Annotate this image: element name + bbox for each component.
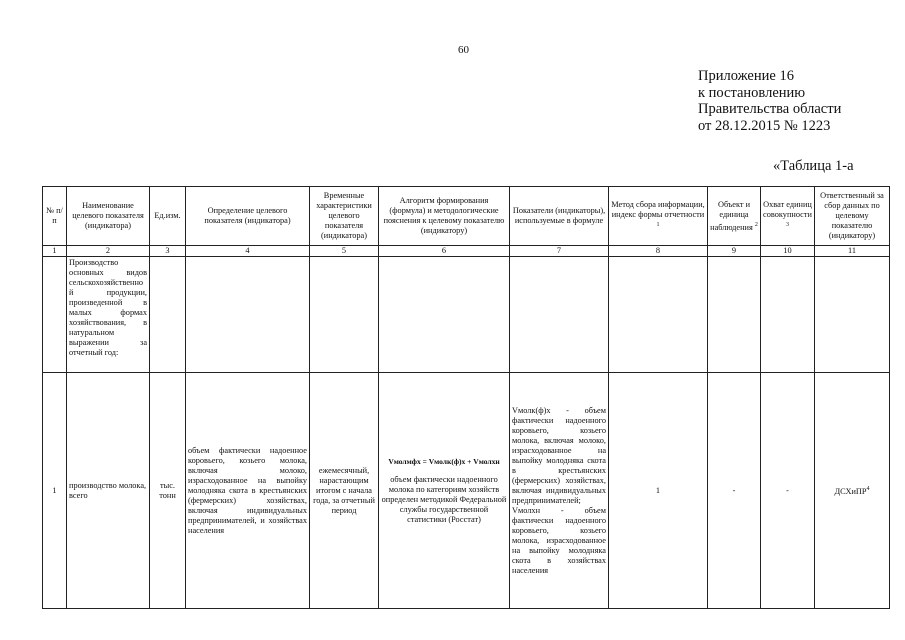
- col-number: 2: [67, 246, 150, 257]
- col-number: 1: [43, 246, 67, 257]
- row-formula-cell: [379, 373, 510, 609]
- col-number: 3: [150, 246, 186, 257]
- row-unit: тыс. тонн: [150, 373, 186, 609]
- col-number: 5: [310, 246, 379, 257]
- header-responsible: Ответственный за сбор данных по целевому показателю (индикатору): [815, 187, 890, 246]
- row-method: 1: [609, 373, 708, 609]
- row-formula: Vмолмфх = Vмолк(ф)х + Vмолхн: [388, 456, 500, 466]
- col-number: 7: [510, 246, 609, 257]
- appendix-line-3: Правительства области: [698, 101, 842, 117]
- row-definition: объем фактически надоенное коровьего, козьего молока, включая молоко, израсходованное на выпойку молодняка скота в крестьянских (фермерских) хозяйствах, включая индивидуальных предпринимателей, и хозяйствах населения: [186, 373, 310, 609]
- row-number: 1: [43, 373, 67, 609]
- page-number: 60: [458, 44, 469, 56]
- group-name: Производство основных видов сельскохозяйственной продукции, произведенной в малых формах хозяйствования, в натуральном выражении за отчетный год:: [67, 257, 150, 373]
- header-num: № п/п: [43, 187, 67, 246]
- header-indicators: Показатели (индикаторы), используемые в формуле: [510, 187, 609, 246]
- table-row: [43, 373, 890, 609]
- row-indicators: Vмолк(ф)х - объем фактически надоенного коровьего, козьего молока, включая молоко, израсходованное на выпойку молодняка скота в крестьянских (фермерских) хозяйствах, включая индивидуальных предпринимателей; Vмолхн - объем фактически надоенного коровьего, козьего молока, израсходованное на выпойку молодняка скота в хозяйствах населения: [510, 373, 609, 609]
- col-number: 9: [708, 246, 761, 257]
- row-responsible: ДСХиПР$^4$: [815, 373, 890, 609]
- row-time: ежемесячный, нарастающим итогом с начала года, за отчетный период: [310, 373, 379, 609]
- group-row: [43, 257, 890, 373]
- col-number: 8: [609, 246, 708, 257]
- header-unit: Ед.изм.: [150, 187, 186, 246]
- table-title: «Таблица 1-а: [773, 158, 854, 174]
- appendix-block: [698, 68, 841, 134]
- row-formula-note: объем фактически надоенного молока по категориям хозяйств определен методикой Федеральной службы государственной статистики (Росстат): [381, 474, 507, 524]
- appendix-line-1: Приложение 16: [698, 68, 794, 84]
- row-coverage: -: [761, 373, 815, 609]
- col-number: 11: [815, 246, 890, 257]
- header-method: Метод сбора информации, индекс формы отчетности $^1$: [609, 187, 708, 246]
- indicator-table: [42, 186, 890, 609]
- appendix-line-4: от 28.12.2015 № 1223: [698, 117, 831, 134]
- col-number: 6: [379, 246, 510, 257]
- header-name: Наименование целевого показателя (индикатора): [67, 187, 150, 246]
- header-formula: Алгоритм формирования (формула) и методологические пояснения к целевому показателю (индикатору): [379, 187, 510, 246]
- row-name: производство молока, всего: [67, 373, 150, 609]
- header-object: Объект и единица наблюдения $^2$: [708, 187, 761, 246]
- row-object: -: [708, 373, 761, 609]
- column-number-row: [43, 246, 890, 257]
- header-time: Временные характеристики целевого показателя (индикатора): [310, 187, 379, 246]
- table-header-row: [43, 187, 890, 246]
- col-number: 4: [186, 246, 310, 257]
- col-number: 10: [761, 246, 815, 257]
- appendix-line-2: к постановлению: [698, 84, 806, 101]
- header-coverage: Охват единиц совокупности $^3$: [761, 187, 815, 246]
- header-definition: Определение целевого показателя (индикатора): [186, 187, 310, 246]
